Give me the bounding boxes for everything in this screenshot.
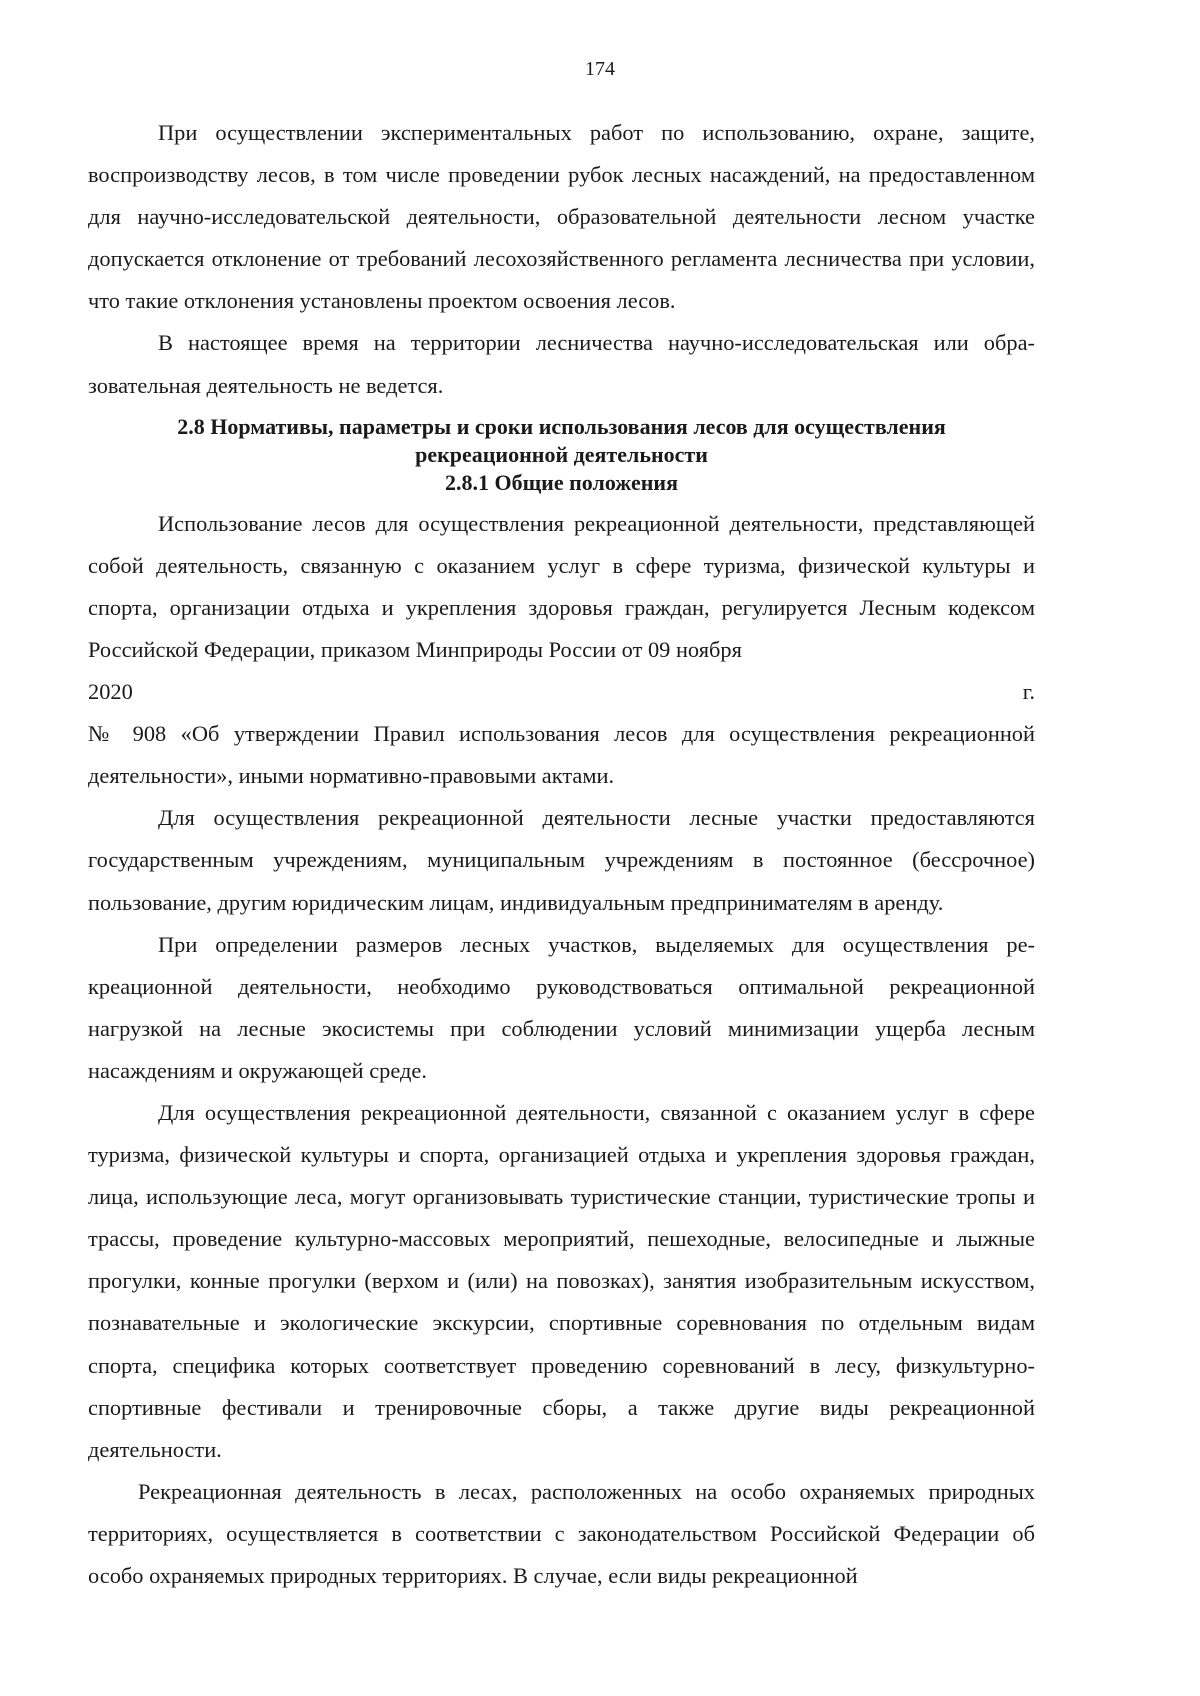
paragraph-recreation-use-main: Использование лесов для осуществления рекреационной деятельности, представляющей собой деятельность, связанную с оказанием услуг в сфере туризма, физической культуры и спорта, организации отдыха и укрепления здоровья граждан, регулируется Лесным кодексом Российской Федерации, приказом Минприроды России от 09 ноября xyxy=(88,510,1035,662)
date-year: 2020 xyxy=(88,679,133,705)
date-g: г. xyxy=(1022,679,1035,705)
paragraph-recreation-use-tail: № 908 «Об утверждении Правил использования лесов для осуществления рекреационной деятельности», иными нормативно-правовыми актами. xyxy=(88,721,1035,789)
paragraph-land-provision: Для осуществления рекреационной деятельности лесные участки предоставляются государственным учреждениям, муниципальным учреждениям в постоянное (бессрочное) пользование, другим юридическим лицам, индивидуальным предпринимателям в аренду. xyxy=(88,805,1035,915)
section-heading-line-1: 2.8 Нормативы, параметры и сроки использования лесов для осуществления xyxy=(177,413,946,439)
section-heading-line-2: рекреационной деятельности xyxy=(415,441,708,467)
paragraph-experimental-works: При осуществлении экспериментальных работ по использованию, охране, защите, воспроизводству лесов, в том числе проведении рубок лесных насаждений, на предоставленном для научно-исследовательской деятельности, образовательной деятельности лесном участке допускается отклонение от требований лесохозяйственного регламента лесничества при условии, что такие отклонения установлены проектом освоения лесов. xyxy=(88,120,1035,314)
document-body xyxy=(88,112,1035,1597)
paragraph-protected-areas: Рекреационная деятельность в лесах, расположенных на особо охраняемых природных территориях, осуществляется в соответствии с законодательством Российской Федерации об особо охраняемых природных территориях. В случае, если виды рекреационной xyxy=(88,1478,1035,1588)
section-heading xyxy=(88,413,1035,497)
subsection-heading: 2.8.1 Общие положения xyxy=(445,469,678,495)
page-number: 174 xyxy=(585,58,615,80)
paragraph-current-activity: В настоящее время на территории лесничества научно-исследовательская или образовательная деятельность не ведется. xyxy=(88,330,1035,398)
paragraph-land-size: При определении размеров лесных участков, выделяемых для осуществления рекреационной деятельности, необходимо руководствоваться оптимальной рекреационной нагрузкой на лесные экосистемы при соблюдении условий минимизации ущерба лесным насаждениям и окружающей среде. xyxy=(88,931,1035,1083)
paragraph-recreation-types: Для осуществления рекреационной деятельности, связанной с оказанием услуг в сфере туризма, физической культуры и спорта, организацией отдыха и укрепления здоровья граждан, лица, использующие леса, могут организовывать туристические станции, туристические тропы и трассы, проведение культурно-массовых мероприятий, пешеходные, велосипедные и лыжные прогулки, конные прогулки (верхом и (или) на повозках), занятия изобразительным искусством, познавательные и экологические экскурсии, спортивные соревнования по отдельным видам спорта, специфика которых соответствует проведению соревнований в лесу, физкультурно-спортивные фестивали и тренировочные сборы, а также другие виды рекреационной деятельности. xyxy=(88,1099,1035,1462)
date-line xyxy=(88,671,1035,713)
paragraph-recreation-use xyxy=(88,503,1035,671)
